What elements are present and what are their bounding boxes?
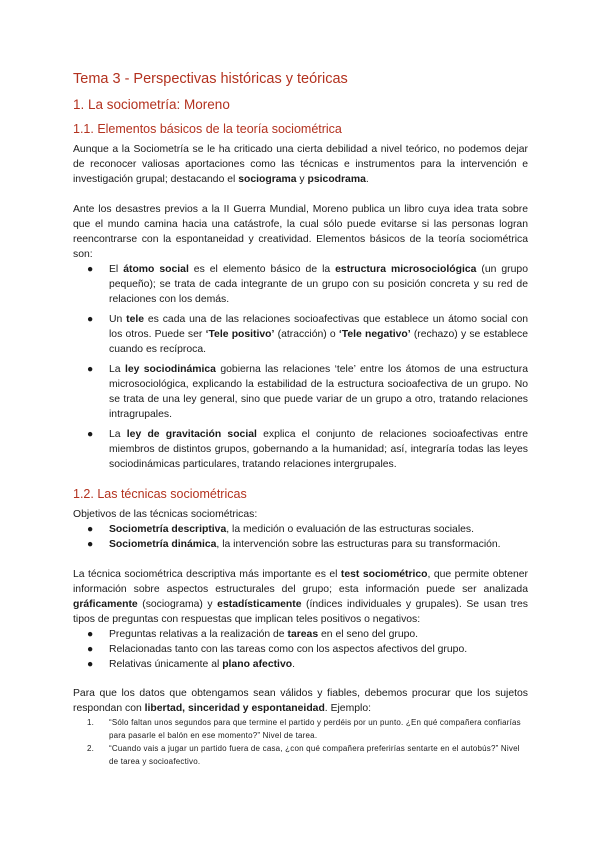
paragraph-validez: Para que los datos que obtengamos sean válidos y fiables, debemos procurar que los sujetos respondan con libertad, sinceridad y espontaneidad. Ejemplo:	[73, 688, 528, 714]
paragraph-intro: Aunque a la Sociometría se le ha criticado una cierta debilidad a nivel teórico, no podemos dejar de reconocer valiosas aportaciones como las técnicas e instrumentos para la intervención e investigación grupal; destacando el sociograma y psicodrama.	[73, 144, 528, 185]
bullet-icon: ●	[87, 524, 94, 535]
objectives-list	[73, 522, 528, 552]
subsection-heading-elementos: 1.1. Elementos básicos de la teoría sociométrica	[73, 122, 342, 136]
bullet-icon: ●	[87, 364, 94, 375]
examples-list-2	[73, 742, 528, 768]
list-item-preguntas-tareas: ● Preguntas relativas a la realización de tareas en el seno del grupo.	[87, 629, 419, 640]
bullet-icon: ●	[87, 539, 94, 550]
section-heading-sociometria: 1. La sociometría: Moreno	[73, 97, 230, 112]
bullet-icon: ●	[87, 314, 94, 325]
list-item-sociometria-descriptiva: ● Sociometría descriptiva, la medición o evaluación de las estructuras sociales.	[87, 524, 475, 535]
list-item-example-2: 2. “Cuando vais a jugar un partido fuera de casa, ¿con qué compañera preferirías sentarte en el autobús?” Nivel de tarea y socioafectivo.	[87, 744, 520, 766]
bullet-icon: ●	[87, 659, 94, 670]
list-item-preguntas-afectivas: ● Relativas únicamente al plano afectivo.	[87, 659, 295, 670]
subsection-heading-tecnicas: 1.2. Las técnicas sociométricas	[73, 487, 247, 501]
paragraph-moreno: Ante los desastres previos a la II Guerra Mundial, Moreno publica un libro cuya idea trata sobre que el mundo camina hacia una catástrofe, la cual sólo puede evitarse si las personas logran reencontrarse con la espontaneidad y creatividad. Elementos básicos de la teoría sociométrica son:	[73, 204, 528, 260]
paragraph-test-sociometrico: La técnica sociométrica descriptiva más importante es el test sociométrico, que permite obtener información sobre aspectos estructurales del grupo; esta información puede ser analizada gráficamente (sociograma) y estadísticamente (índices individuales y grupales). Se usan tres tipos de preguntas con respuestas que implican teles positivos o negativos:	[73, 569, 528, 625]
elements-list-2	[73, 312, 528, 357]
list-item-ley-sociodinamica: ● La ley sociodinámica gobierna las relaciones ‘tele’ entre los átomos de una estructura microsociológica, explicando la estabilidad de la estructura socioafectiva de un grupo. No se trata de una ley general, sino que puede variar de un grupo a otro, tratando relaciones intragrupales.	[87, 364, 529, 420]
list-item-example-1: 1. “Sólo faltan unos segundos para que termine el partido y perdéis por un punto. ¿En qué compañera confiarías para pasarle el balón en ese momento?” Nivel de tarea.	[87, 718, 521, 740]
document-title: Tema 3 - Perspectivas históricas y teóricas	[73, 71, 348, 87]
elements-list	[73, 262, 528, 307]
elements-list-4	[73, 427, 528, 472]
list-item-atomo-social: ● El átomo social es el elemento básico de la estructura microsociológica (un grupo pequeño); se trata de cada integrante de un grupo con su posición concreta y su red de relaciones con los demás.	[87, 264, 528, 305]
question-types-list	[73, 627, 528, 672]
elements-list-3	[73, 362, 528, 422]
list-item-sociometria-dinamica: ● Sociometría dinámica, la intervención sobre las estructuras para su transformación.	[87, 539, 501, 550]
list-item-ley-gravitacion: ● La ley de gravitación social explica el conjunto de relaciones socioafectivas entre miembros de distintos grupos, gobernando a la humanidad; así, integraría todas las leyes sociodinámicas particulares, tratando relaciones intergrupales.	[87, 429, 529, 470]
bullet-icon: ●	[87, 429, 94, 440]
list-item-tele: ● Un tele es cada una de las relaciones socioafectivas que establece un átomo social con los otros. Puede ser ‘Tele positivo’ (atracción) o ‘Tele negativo’ (rechazo) y se establece cuando es recíproca.	[87, 314, 529, 355]
objectives-intro: Objetivos de las técnicas sociométricas:	[73, 509, 258, 520]
examples-list	[73, 716, 528, 742]
bullet-icon: ●	[87, 629, 94, 640]
bullet-icon: ●	[87, 264, 94, 275]
list-item-preguntas-mixtas: ● Relacionadas tanto con las tareas como con los aspectos afectivos del grupo.	[87, 644, 468, 655]
bullet-icon: ●	[87, 644, 94, 655]
